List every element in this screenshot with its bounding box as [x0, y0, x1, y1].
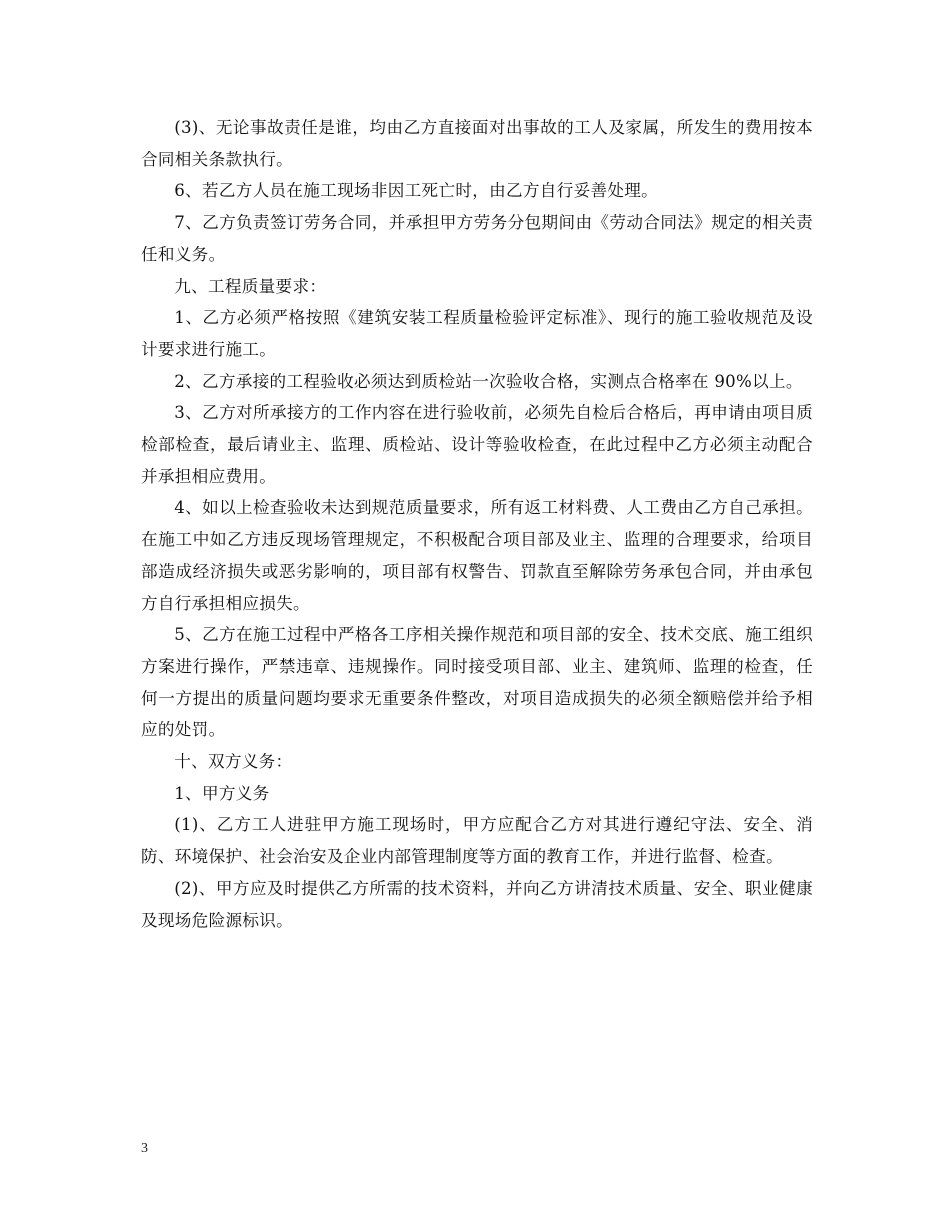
subheading-party-a-obligations: 1、甲方义务	[174, 783, 270, 803]
section-heading-obligations: 十、双方义务：	[174, 752, 293, 772]
paragraph-quality-1: 1、乙方必须严格按照《建筑安装工程质量检验评定标准》、现行的施工验收规范及设计要求进行施工。	[141, 308, 813, 359]
paragraph-obligation-2: (2)、甲方应及时提供乙方所需的技术资料，并向乙方讲清技术质量、安全、职业健康及现场危险源标识。	[141, 878, 813, 930]
page-number: 3	[141, 1141, 148, 1156]
paragraph-quality-2: 2、乙方承接的工程验收必须达到质检站一次验收合格，实测点合格率在 90%以上。	[174, 371, 803, 391]
paragraph-clause-3-3: (3)、无论事故责任是谁，均由乙方直接面对出事故的工人及家属，所发生的费用按本合同相关条款执行。	[141, 118, 813, 169]
section-heading-quality: 九、工程质量要求：	[174, 276, 327, 296]
paragraph-quality-4: 4、如以上检查验收未达到规范质量要求，所有返工材料费、人工费由乙方自己承担。在施工中如乙方违反现场管理规定，不积极配合项目部及业主、监理的合理要求，给项目部造成经济损失或恶劣影响的，项目部有权警告、罚款直至解除劳务承包合同，并由承包方自行承担相应损失。	[141, 498, 813, 613]
paragraph-clause-6: 6、若乙方人员在施工现场非因工死亡时，由乙方自行妥善处理。	[174, 181, 659, 201]
paragraph-obligation-1: (1)、乙方工人进驻甲方施工现场时，甲方应配合乙方对其进行遵纪守法、安全、消防、环境保护、社会治安及企业内部管理制度等方面的教育工作，并进行监督、检查。	[141, 815, 813, 867]
paragraph-clause-7: 7、乙方负责签订劳务合同，并承担甲方劳务分包期间由《劳动合同法》规定的相关责任和义务。	[141, 213, 813, 264]
document-body	[141, 112, 813, 936]
paragraph-quality-5: 5、乙方在施工过程中严格各工序相关操作规范和项目部的安全、技术交底、施工组织方案进行操作，严禁违章、违规操作。同时接受项目部、业主、建筑师、监理的检查，任何一方提出的质量问题均要求无重要条件整改，对项目造成损失的必须全额赔偿并给予相应的处罚。	[141, 625, 813, 740]
paragraph-quality-3: 3、乙方对所承接方的工作内容在进行验收前，必须先自检后合格后，再申请由项目质检部检查，最后请业主、监理、质检站、设计等验收检查，在此过程中乙方必须主动配合并承担相应费用。	[141, 403, 813, 486]
